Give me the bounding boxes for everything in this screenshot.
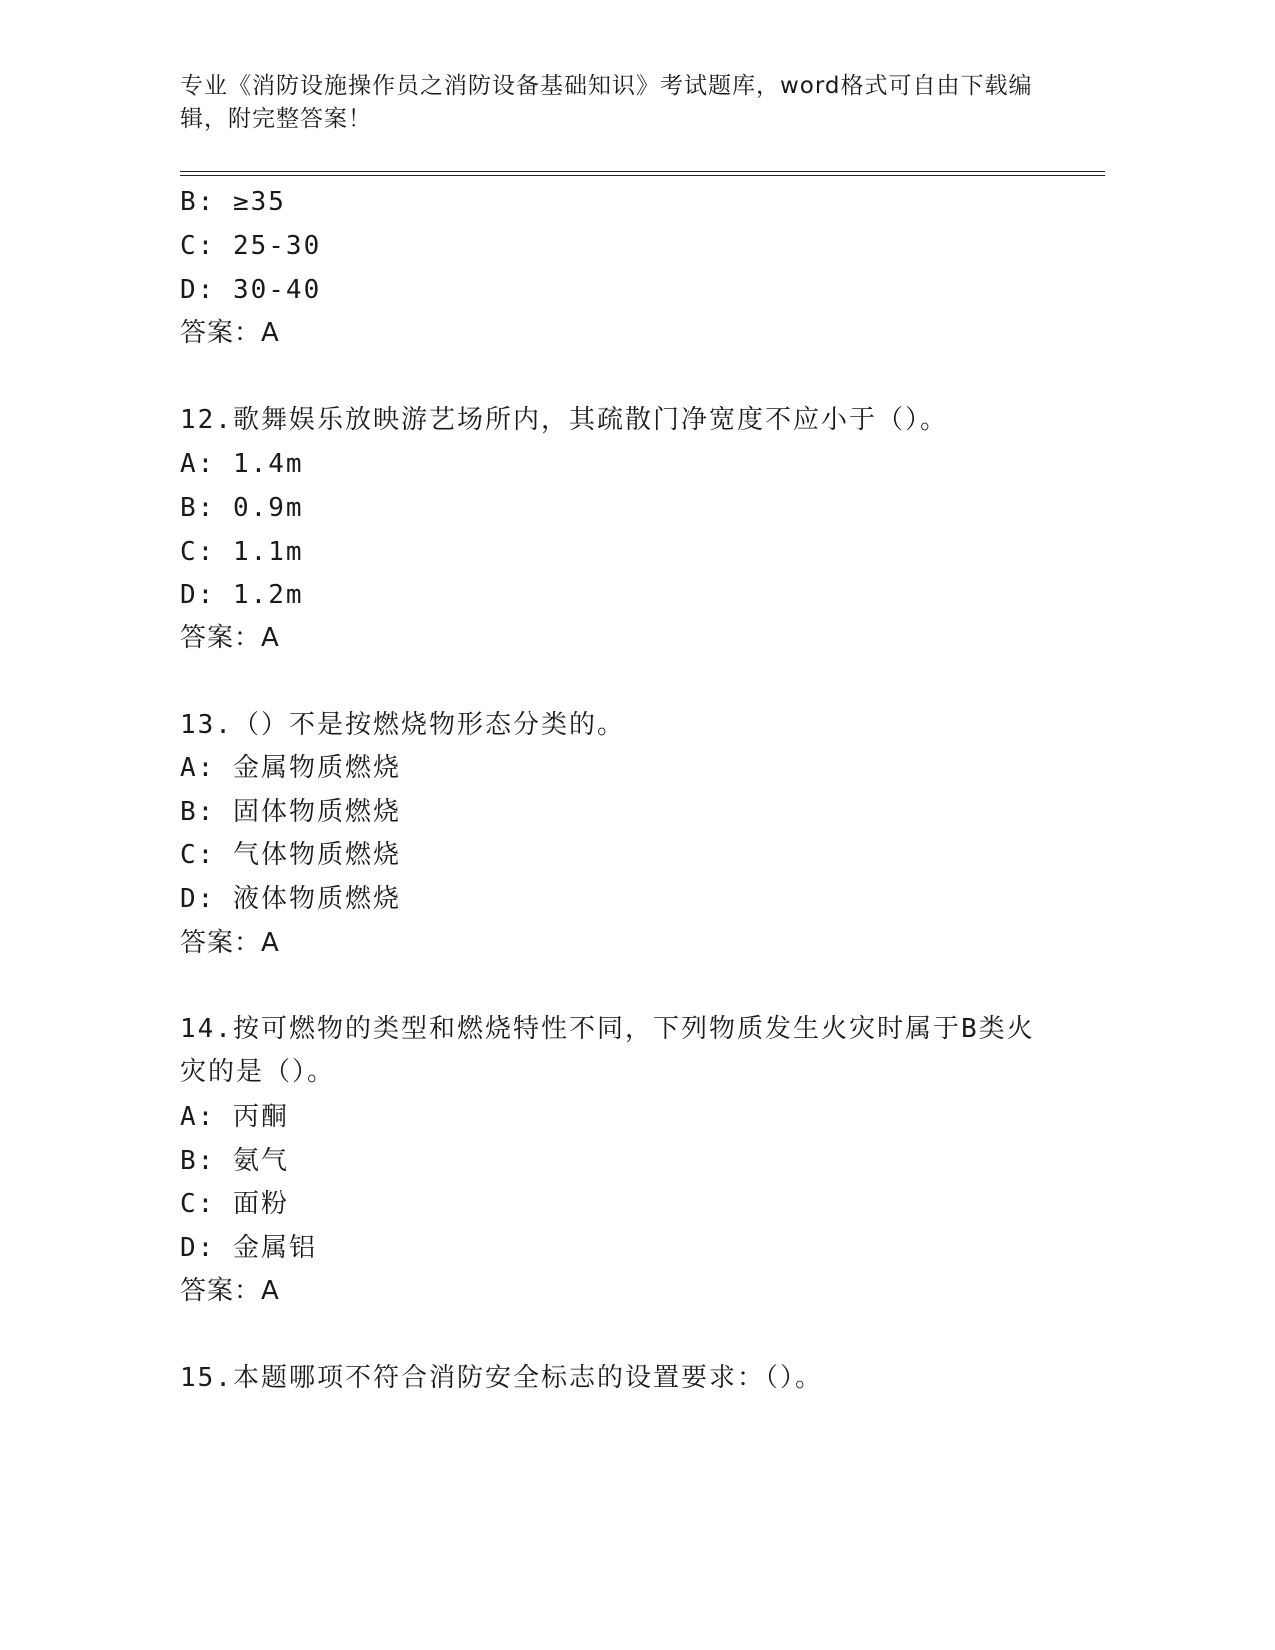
q13-option-a: A: 金属物质燃烧 xyxy=(180,753,401,783)
q12-option-b: B: 0.9m xyxy=(180,493,304,523)
header-divider-top xyxy=(180,171,1105,172)
q14-option-d: D: 金属铝 xyxy=(180,1233,317,1263)
q13-question: 13.（）不是按燃烧物形态分类的。 xyxy=(180,710,625,740)
q12-option-a: A: 1.4m xyxy=(180,449,304,479)
q13-option-b: B: 固体物质燃烧 xyxy=(180,797,401,827)
q11-option-c: C: 25-30 xyxy=(180,231,322,261)
q15-question: 15.本题哪项不符合消防安全标志的设置要求：（）。 xyxy=(180,1363,823,1393)
q14-option-a: A: 丙酮 xyxy=(180,1102,289,1132)
q14-option-b: B: 氨气 xyxy=(180,1146,289,1176)
header-divider-bottom xyxy=(180,175,1105,176)
q12-question: 12.歌舞娱乐放映游艺场所内，其疏散门净宽度不应小于（）。 xyxy=(180,405,948,435)
document-header: 专业《消防设施操作员之消防设备基础知识》考试题库，word格式可自由下载编辑，附完整答案！ xyxy=(180,73,1033,132)
q13-option-d: D: 液体物质燃烧 xyxy=(180,884,401,914)
q13-answer: 答案：A xyxy=(180,928,280,958)
q14-answer: 答案：A xyxy=(180,1276,280,1306)
q11-option-b: B: ≥35 xyxy=(180,187,286,217)
q11-option-d: D: 30-40 xyxy=(180,275,322,305)
q12-option-c: C: 1.1m xyxy=(180,537,304,567)
q14-question: 14.按可燃物的类型和燃烧特性不同，下列物质发生火灾时属于B类火灾的是（）。 xyxy=(180,1014,1035,1087)
q12-option-d: D: 1.2m xyxy=(180,580,304,610)
q14-option-c: C: 面粉 xyxy=(180,1189,289,1219)
q11-answer: 答案：A xyxy=(180,318,280,348)
q12-answer: 答案：A xyxy=(180,623,280,653)
q13-option-c: C: 气体物质燃烧 xyxy=(180,840,401,870)
